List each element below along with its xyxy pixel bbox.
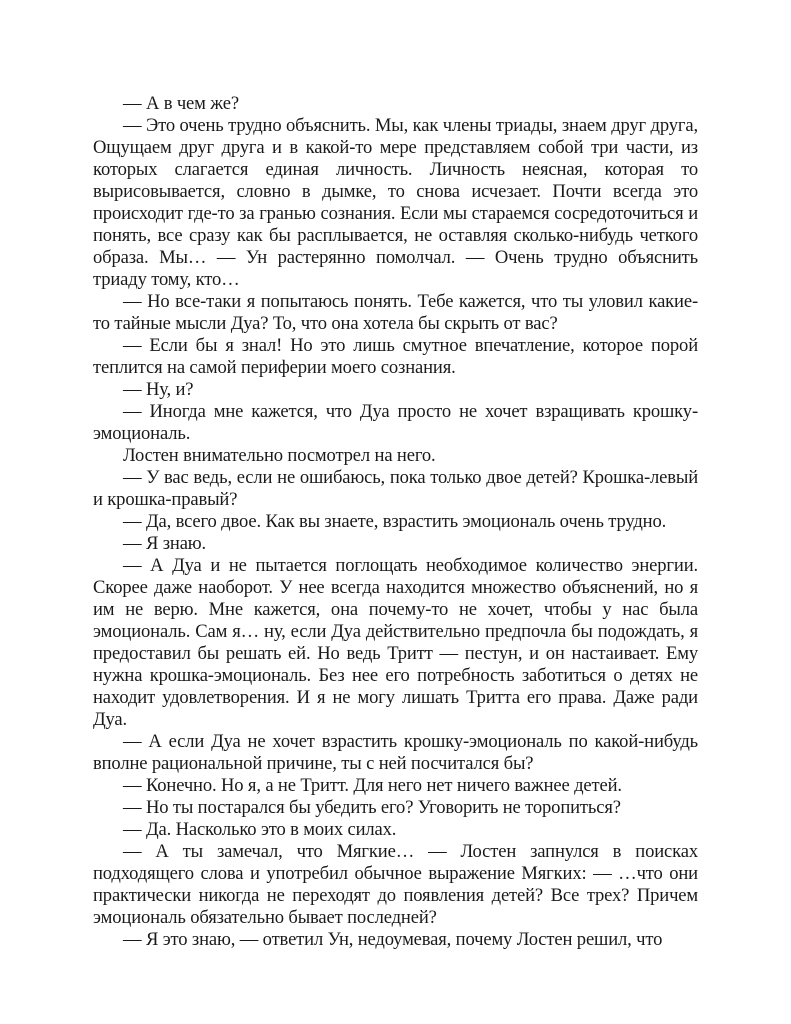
paragraph: — Это очень трудно объяснить. Мы, как члены триады, знаем друг друга, Ощущаем друг друга и в какой-то мере представляем собой три части, из которых слагается единая личность. Личность неясная, которая то вырисовывается, словно в дымке, то снова исчезает. Почти всегда это происходит где-то за гранью сознания. Если мы стараемся сосредоточиться и понять, все сразу как бы расплывается, не оставляя сколько-нибудь четкого образа. Мы… — Ун растерянно помолчал. — Очень трудно объяснить триаду тому, кто…: [93, 115, 698, 290]
paragraph: — А в чем же?: [123, 93, 239, 114]
paragraph: — А если Дуа не хочет взрастить крошку-эмоциональ по какой-нибудь вполне рациональной причине, ты с ней посчитался бы?: [93, 731, 698, 774]
paragraph: — Если бы я знал! Но это лишь смутное впечатление, которое порой теплится на самой периферии моего сознания.: [93, 335, 698, 378]
paragraph: — Я это знаю, — ответил Ун, недоумевая, почему Лостен решил, что: [123, 929, 663, 950]
paragraph: — Я знаю.: [123, 533, 207, 554]
paragraph: — Ну, и?: [123, 379, 194, 400]
paragraph: — А ты замечал, что Мягкие… — Лостен запнулся в поисках подходящего слова и употребил обычное выражение Мягких: — …что они практически никогда не переходят до появления детей? Все трех? Причем эмоциональ обязательно бывает последней?: [93, 841, 698, 928]
paragraph: — Иногда мне кажется, что Дуа просто не хочет взращивать крошку-эмоциональ.: [93, 401, 698, 444]
paragraph: — А Дуа и не пытается поглощать необходимое количество энергии. Скорее даже наоборот. У нее всегда находится множество объяснений, но я им не верю. Мне кажется, она почему-то не хочет, чтобы у нас была эмоциональ. Сам я… ну, если Дуа действительно предпочла бы подождать, я предоставил бы решать ей. Но ведь Тритт — пестун, и он настаивает. Ему нужна крошка-эмоциональ. Без нее его потребность заботиться о детях не находит удовлетворения. И я не могу лишать Тритта его права. Даже ради Дуа.: [93, 555, 698, 730]
paragraph: — Конечно. Но я, а не Тритт. Для него нет ничего важнее детей.: [123, 775, 622, 796]
paragraph: — Но ты постарался бы убедить его? Уговорить не торопиться?: [123, 797, 621, 818]
paragraph: — Да, всего двое. Как вы знаете, взрастить эмоциональ очень трудно.: [123, 511, 667, 532]
document-page: [93, 93, 698, 951]
paragraph: — Но все-таки я попытаюсь понять. Тебе кажется, что ты уловил какие-то тайные мысли Дуа? То, что она хотела бы скрыть от вас?: [93, 291, 698, 334]
paragraph: Лостен внимательно посмотрел на него.: [123, 445, 436, 466]
paragraph: — Да. Насколько это в моих силах.: [123, 819, 397, 840]
paragraph: — У вас ведь, если не ошибаюсь, пока только двое детей? Крошка-левый и крошка-правый?: [93, 467, 698, 510]
